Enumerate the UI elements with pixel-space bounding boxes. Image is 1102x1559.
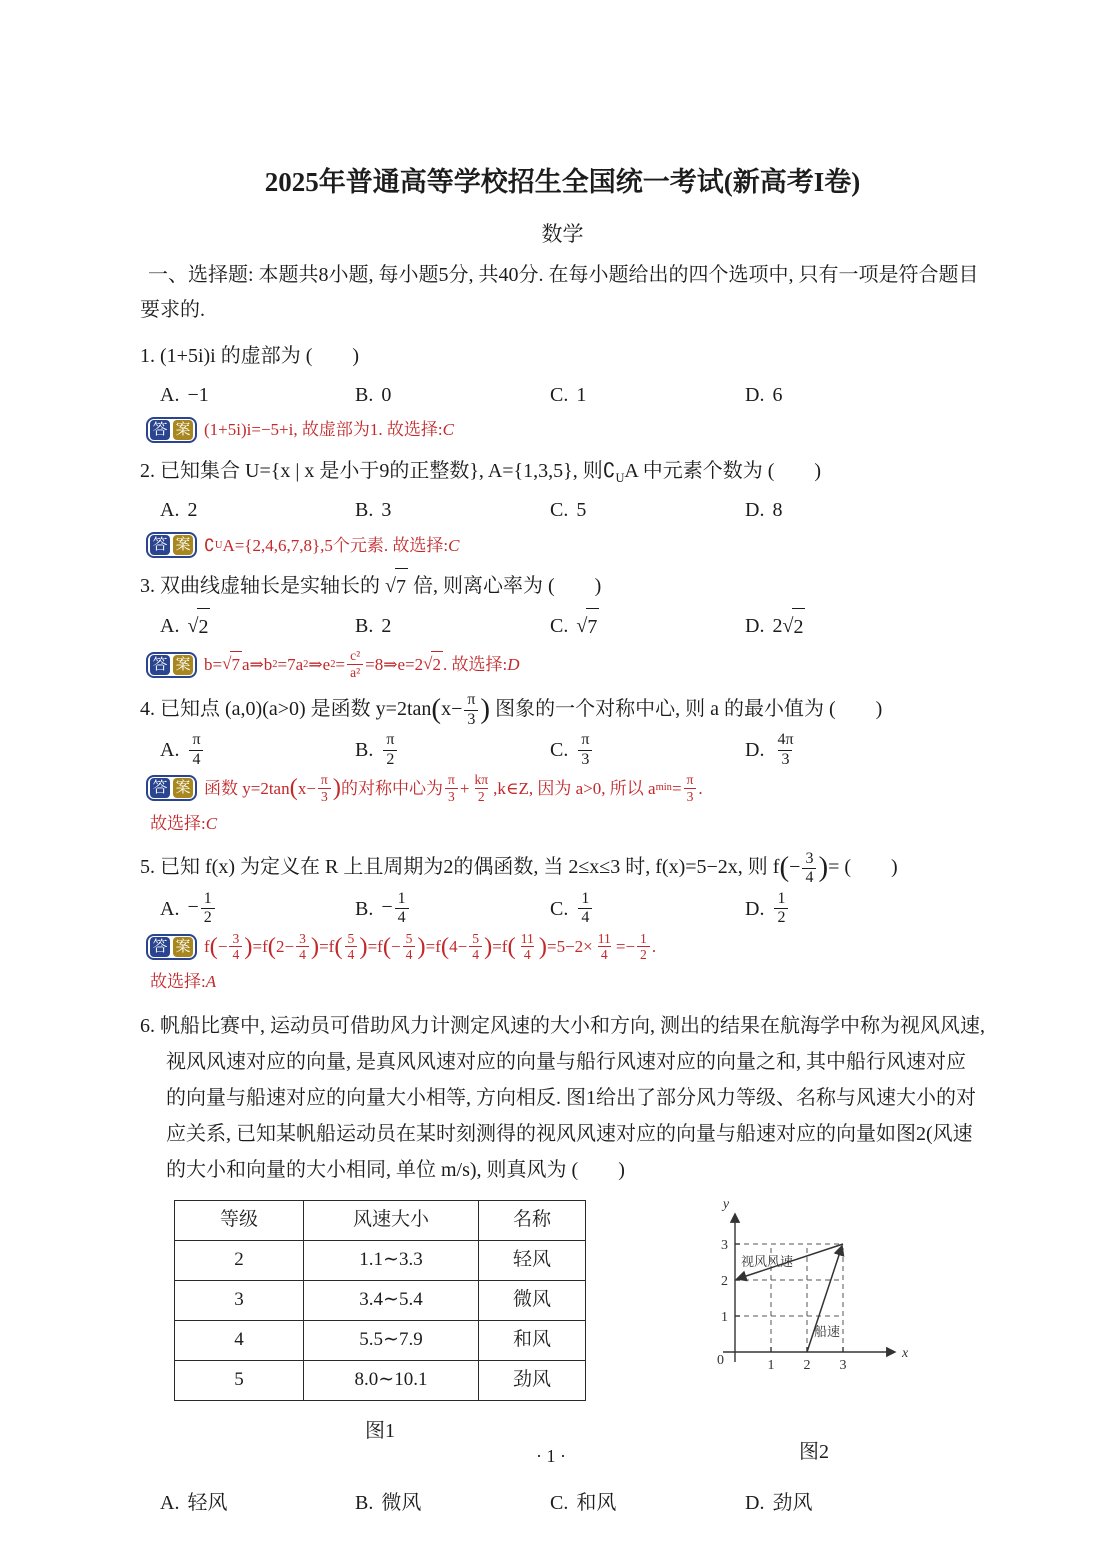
option-c: C. 1: [550, 384, 587, 407]
answer-4-text: 函数 y=2tan ( x− $\frac{\pi}{3}$ ) 的对称中心为 $\frac{\pi}{3}$ + $\frac{k\pi}{2}$ ,k∈Z, 因为 a>0, 所以 a min = $\frac{\pi}{3}$ .: [204, 772, 703, 804]
svg-text:3: 3: [721, 1237, 728, 1253]
answer-3: [146, 648, 985, 680]
option-d: D. 劲风: [745, 1491, 813, 1514]
section-intro: 一、选择题: 本题共8小题, 每小题5分, 共40分. 在每小题给出的四个选项中, 只有一项是符合题目要求的.: [140, 264, 979, 322]
question-1-stem: 1. (1+5i)i 的虚部为 ( ): [140, 345, 360, 368]
svg-text:1: 1: [721, 1309, 728, 1325]
question-2: [140, 453, 985, 558]
question-3-options: [140, 607, 985, 645]
question-6: [140, 1008, 985, 1522]
question-4-options: [140, 731, 985, 769]
origin-label: 0: [717, 1352, 724, 1368]
apparent-wind-label: 视风风速: [741, 1253, 794, 1269]
page-content: [140, 165, 985, 1522]
table-header-row: 等级 风速大小 名称: [175, 1200, 586, 1240]
question-5-options: [140, 889, 985, 927]
question-4: [140, 691, 985, 839]
question-1: [140, 338, 985, 443]
option-c: C. 和风: [550, 1491, 617, 1514]
option-b: B. − $\frac{1}{4}$: [355, 889, 550, 927]
question-6-options: [140, 1484, 985, 1522]
option-b: B. 微风: [355, 1491, 422, 1514]
question-3: [140, 568, 985, 680]
boat-speed-label: 船速: [814, 1323, 841, 1339]
answer-5-text: f ( − $\frac{3}{4}$ ) =f ( 2− $\frac{3}{4}$ ) =f ( $\frac{5}{4}$ ) =f ( − $\frac{5}{4}$ ) =f ( 4− $\frac{5}{4}$ ) =f ( $\frac{11}{4}$ ) =5−2× $\frac{11}{4}$ =− $\frac{1}{2}$ .: [204, 930, 657, 963]
answer-badge: 答 案: [146, 417, 197, 443]
figure-caption: 图2: [799, 1440, 829, 1463]
svg-text:1: 1: [767, 1357, 775, 1373]
wind-table-block: [174, 1200, 586, 1449]
question-4-stem: 4. 已知点 (a,0)(a>0) 是函数 y=2tan(x− $\frac{\pi}{3}$ ) 图象的一个对称中心, 则 a 的最小值为 ( ): [140, 691, 883, 728]
table-caption: 图1: [365, 1419, 395, 1442]
option-c: C. $\frac{\pi}{3}$: [550, 731, 745, 769]
answer-badge: 答 案: [146, 652, 197, 678]
option-b: B. 2: [355, 615, 392, 638]
answer-1: [146, 417, 985, 443]
question-2-stem: 2. 已知集合 U={x | x 是小于9的正整数}, A={1,3,5}, 则$∁_UA$ 中元素个数为 ( ): [140, 460, 822, 486]
table-row: 4 5.5∼7.9 和风: [175, 1320, 586, 1360]
answer-4-line2: 故选择:C: [150, 813, 218, 833]
option-d: D. 6: [745, 384, 783, 407]
x-axis-label: x: [902, 1345, 909, 1361]
y-axis-label: y: [722, 1196, 730, 1212]
option-a: A. 2: [160, 499, 198, 522]
option-a: A. √ 2: [160, 608, 355, 645]
answer-2: [146, 532, 985, 558]
question-5-stem: 5. 已知 f(x) 为定义在 R 上且周期为2的偶函数, 当 2≤x≤3 时, f(x)=5−2x, 则 f(− $\frac{3}{4}$ )= ( ): [140, 849, 898, 887]
page-number: · 1 ·: [536, 1446, 566, 1466]
answer-1-text: (1+5i)i=−5+i, 故虚部为1. 故选择: C: [204, 420, 454, 440]
question-3-stem: 3. 双曲线虚轴长是实轴长的 √ 7 倍, 则离心率为 ( ): [140, 568, 985, 605]
figure-row: [140, 1196, 985, 1470]
table-row: 2 1.1∼3.3 轻风: [175, 1240, 586, 1280]
question-1-options: [140, 376, 985, 414]
table-row: 5 8.0∼10.1 劲风: [175, 1360, 586, 1400]
question-5: [140, 849, 985, 997]
answer-3-text: b= √ 7 a⇒b 2 =7a 2 ⇒e 2 = $\frac{\text{c²}}{\text{a²}}$ =8⇒e=2 √ 2 . 故选择: D: [204, 648, 520, 681]
svg-text:3: 3: [839, 1357, 847, 1373]
answer-badge: 答 案: [146, 934, 197, 960]
page-title: 2025年普通高等学校招生全国统一考试(新高考I卷): [264, 167, 861, 197]
vector-figure: [695, 1184, 933, 1396]
option-a: A. − $\frac{1}{2}$: [160, 889, 355, 927]
answer-badge: 答 案: [146, 532, 197, 558]
svg-text:2: 2: [803, 1357, 811, 1373]
option-b: B. $\frac{\pi}{2}$: [355, 731, 550, 769]
answer-5: [146, 931, 985, 963]
answer-4: [146, 772, 985, 804]
option-a: A. 轻风: [160, 1491, 228, 1514]
wind-table: [174, 1200, 586, 1401]
option-d: D. $\frac{4\pi}{3}$: [745, 731, 794, 768]
option-d: D. 2 √ 2: [745, 608, 805, 645]
answer-5-line2: 故选择:A: [150, 971, 217, 991]
option-b: B. 0: [355, 384, 392, 407]
option-a: A. −1: [160, 384, 209, 407]
svg-text:2: 2: [721, 1273, 728, 1289]
vector-figure-block: [695, 1184, 933, 1470]
option-c: C. √ 7: [550, 608, 745, 645]
question-2-options: [140, 491, 985, 529]
option-a: A. $\frac{\pi}{4}$: [160, 731, 355, 769]
table-row: 3 3.4∼5.4 微风: [175, 1280, 586, 1320]
question-6-stem: 6. 帆船比赛中, 运动员可借助风力计测定风速的大小和方向, 测出的结果在航海学中称为视风风速, 视风风速对应的向量, 是真风风速对应的向量与船行风速对应的向量之和, 其中船行风速对应的向量与船速对应的向量大小相等, 方向相反. 图1给出了部分风力等级、名称与风速大小的对应关系, 已知某帆船运动员在某时刻测得的视风风速对应的向量与船速对应的向量如图2(风速的大小和向量的大小相同, 单位 m/s), 则真风为 ( ): [140, 1014, 985, 1181]
option-d: D. 8: [745, 499, 783, 522]
option-c: C. 5: [550, 499, 587, 522]
option-b: B. 3: [355, 499, 392, 522]
answer-badge: 答 案: [146, 775, 197, 801]
option-d: D. $\frac{1}{2}$: [745, 889, 790, 927]
subject-title: 数学: [541, 222, 584, 247]
answer-2-text: ∁ U A={2,4,6,7,8},5个元素. 故选择: C: [204, 535, 460, 555]
option-c: C. $\frac{1}{4}$: [550, 889, 745, 927]
